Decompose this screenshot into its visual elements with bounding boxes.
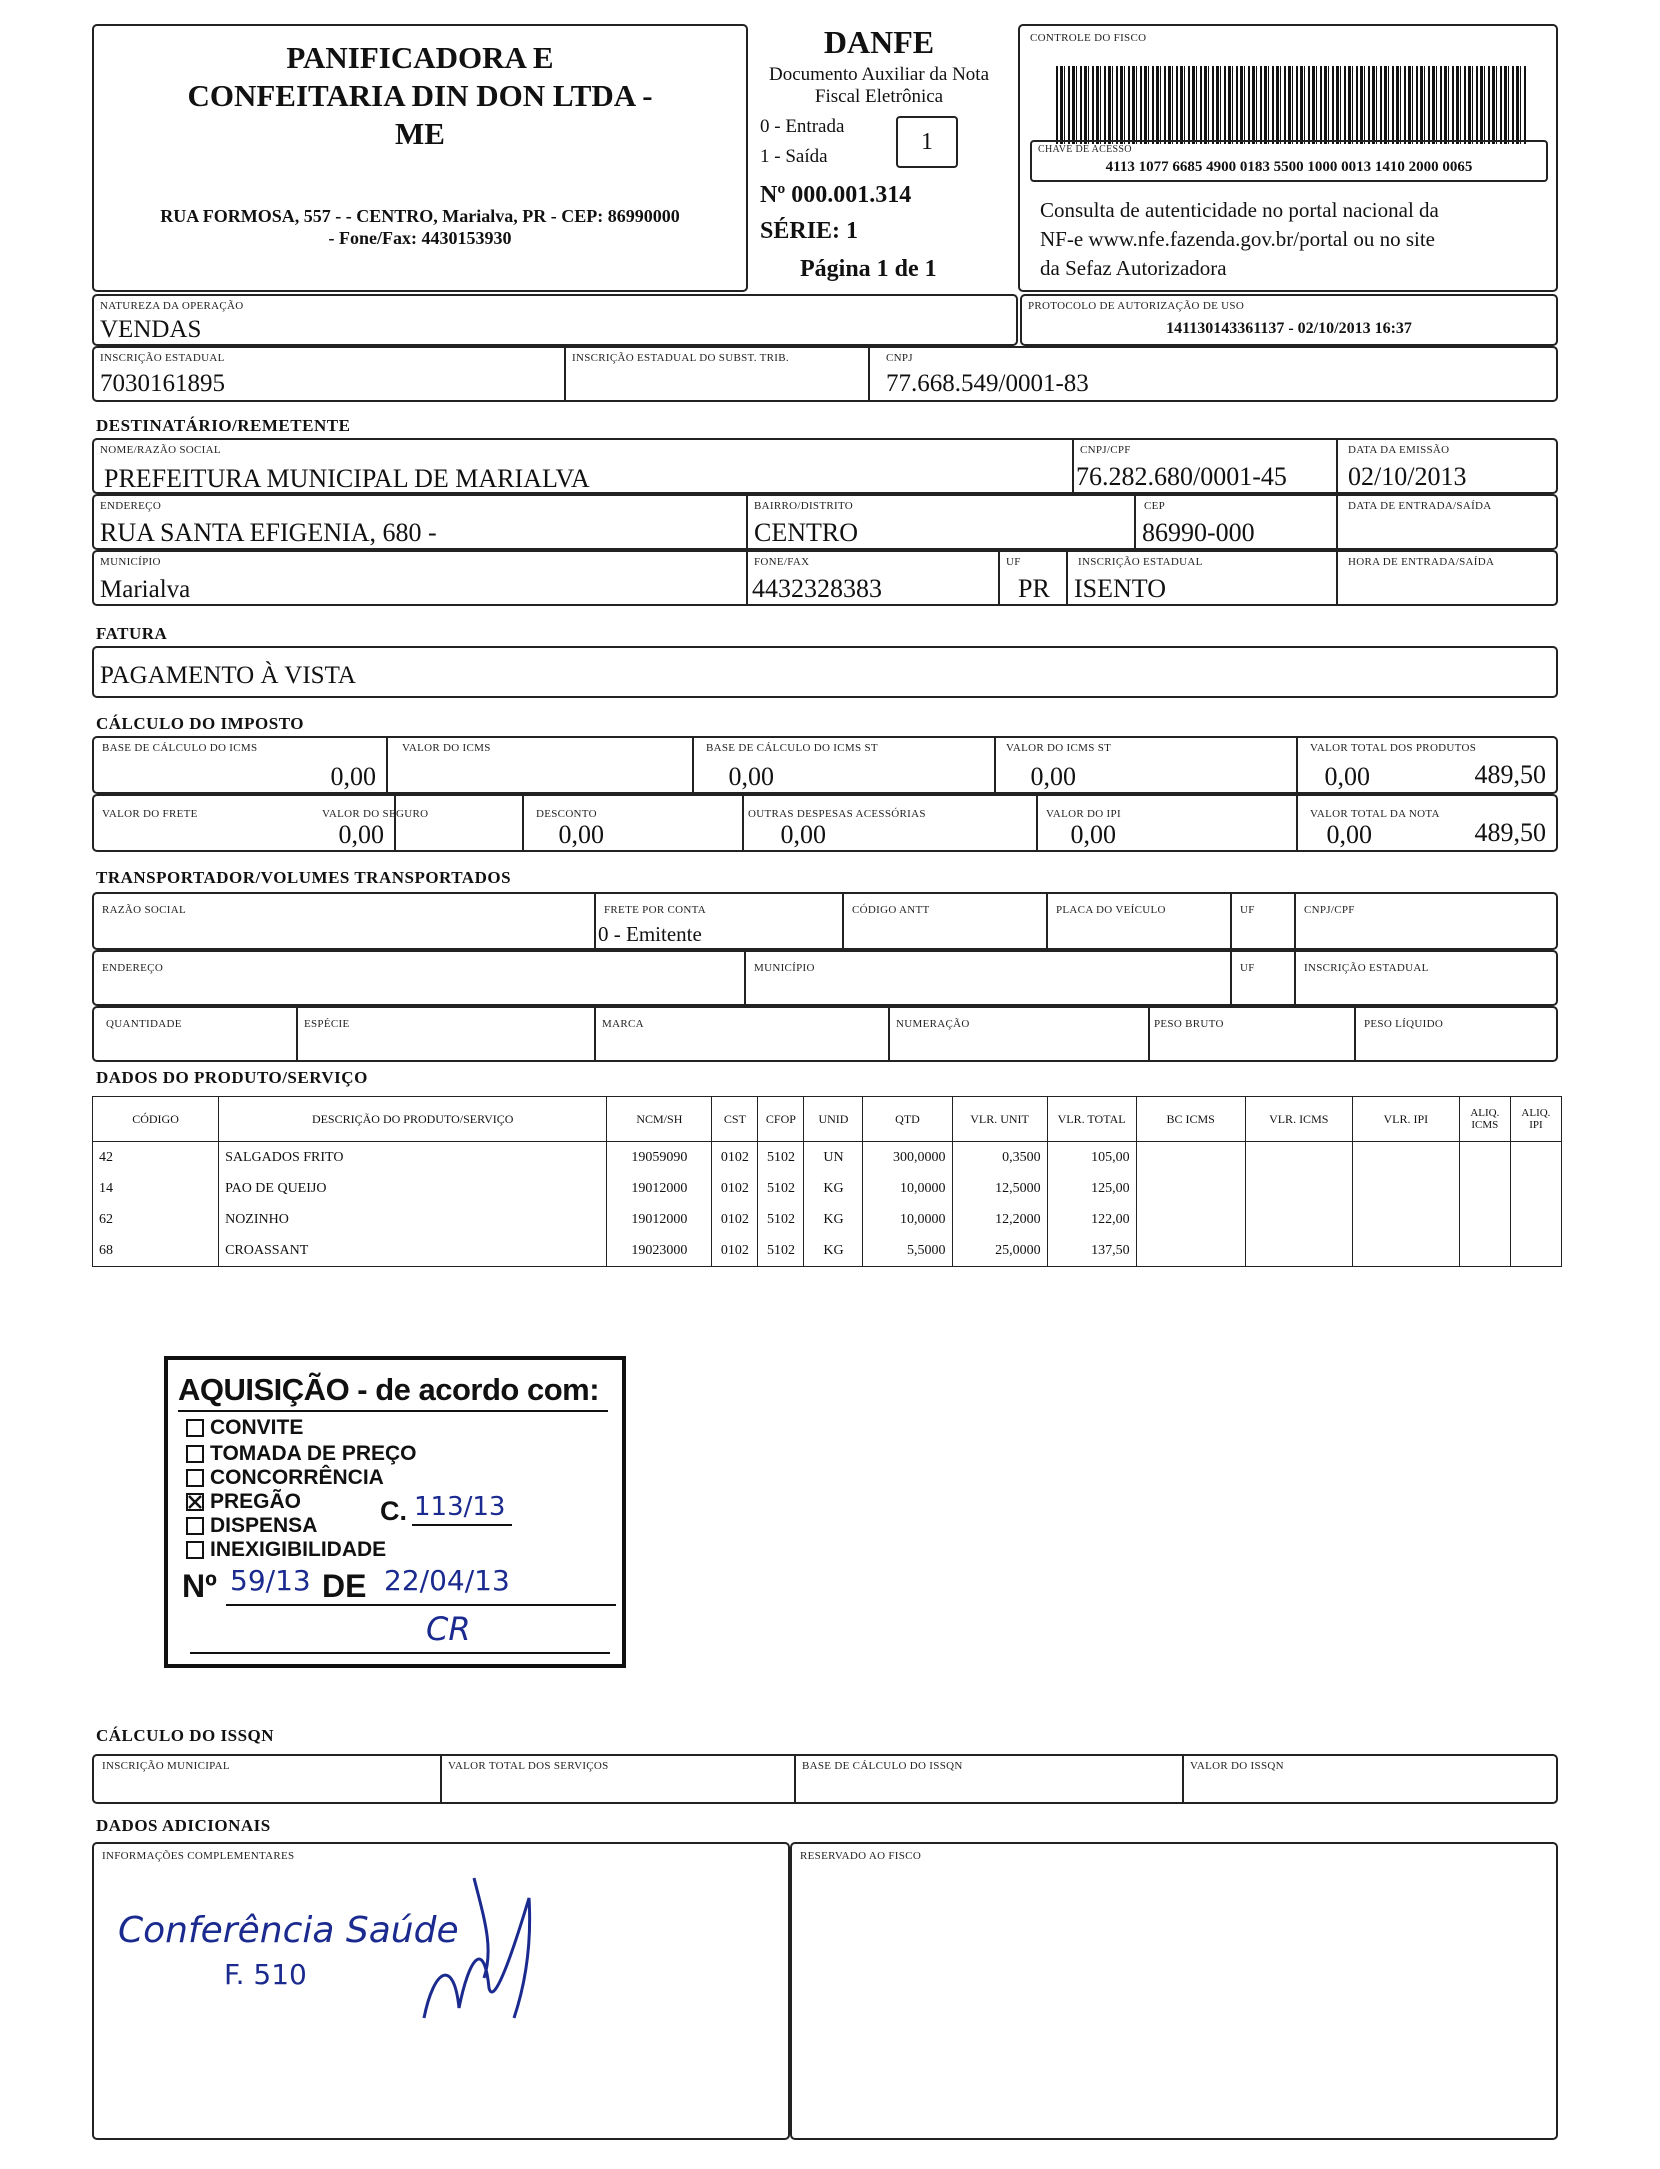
cell-cst: 0102 — [712, 1235, 758, 1267]
danfe-tipo: 1 — [921, 129, 933, 155]
product-table — [92, 1096, 1562, 1267]
stamp-option-inexigibilidade — [186, 1538, 386, 1562]
dest-emissao-label: DATA DA EMISSÃO — [1348, 444, 1450, 456]
checkbox-icon — [186, 1419, 204, 1437]
dest-nome-box — [92, 438, 1558, 494]
divider — [440, 1756, 442, 1802]
consulta-line2: NF-e www.nfe.fazenda.gov.br/portal ou no site — [1040, 227, 1435, 251]
cnpj-emitente-label: CNPJ — [886, 352, 913, 364]
divider — [1046, 894, 1048, 948]
emitente-name-line2: CONFEITARIA DIN DON LTDA - — [187, 78, 653, 113]
cell-ncm: 19023000 — [607, 1235, 712, 1267]
stamp-c-label: C. — [380, 1496, 407, 1526]
imposto-section-title: CÁLCULO DO IMPOSTO — [96, 714, 304, 733]
divider — [998, 552, 1000, 604]
seguro-value: 0,00 — [558, 820, 604, 849]
dest-nome-value: PREFEITURA MUNICIPAL DE MARIALVA — [104, 464, 590, 493]
cell-vlr-ipi — [1352, 1173, 1459, 1204]
transp-quantidade-label: QUANTIDADE — [106, 1018, 182, 1030]
cell-cst: 0102 — [712, 1204, 758, 1235]
cell-codigo: 42 — [93, 1142, 219, 1174]
cell-aliq-icms — [1459, 1142, 1510, 1174]
transp-especie-label: ESPÉCIE — [304, 1018, 350, 1030]
chave-acesso-box — [1030, 140, 1548, 182]
stamp-initials: CR — [426, 1610, 471, 1648]
total-nota-value: 489,50 — [1474, 818, 1546, 847]
col-header: CFOP — [758, 1097, 804, 1142]
dest-endereco-value: RUA SANTA EFIGENIA, 680 - — [100, 518, 437, 547]
cell-cfop: 5102 — [758, 1235, 804, 1267]
transp-razao-label: RAZÃO SOCIAL — [102, 904, 186, 916]
total-nota-label: VALOR TOTAL DA NOTA — [1310, 808, 1440, 820]
transp-peso-bruto-label: PESO BRUTO — [1154, 1018, 1224, 1030]
transp-placa-label: PLACA DO VEÍCULO — [1056, 904, 1166, 916]
divider — [1336, 496, 1338, 548]
divider — [744, 952, 746, 1004]
cell-vlr-unit: 0,3500 — [952, 1142, 1047, 1174]
divider — [888, 1008, 890, 1060]
dest-hora-label: HORA DE ENTRADA/SAÍDA — [1348, 556, 1495, 568]
danfe-block — [748, 24, 1010, 292]
outras-despesas-label: OUTRAS DESPESAS ACESSÓRIAS — [748, 808, 926, 820]
danfe-entrada: 0 - Entrada — [760, 116, 845, 137]
transp-ie-label: INSCRIÇÃO ESTADUAL — [1304, 962, 1429, 974]
valor-icms-label: VALOR DO ICMS — [402, 742, 491, 754]
stamp-option-label: CONVITE — [210, 1416, 304, 1439]
dest-uf-value: PR — [1018, 574, 1050, 603]
issqn-valor-servicos-label: VALOR TOTAL DOS SERVIÇOS — [448, 1760, 609, 1772]
emitente-address-line2: - Fone/Fax: 4430153930 — [328, 228, 512, 248]
danfe-serie: SÉRIE: 1 — [760, 218, 859, 244]
divider — [1354, 1008, 1356, 1060]
dest-endereco-box — [92, 494, 1558, 550]
divider — [868, 348, 870, 400]
cell-cfop: 5102 — [758, 1142, 804, 1174]
danfe-tipo-box — [896, 116, 958, 168]
info-complementares-label: INFORMAÇÕES COMPLEMENTARES — [102, 1850, 295, 1862]
col-header: UNID — [804, 1097, 863, 1142]
cell-codigo: 68 — [93, 1235, 219, 1267]
cell-ncm: 19012000 — [607, 1173, 712, 1204]
stamp-option-tomada — [186, 1442, 417, 1466]
cell-unid: UN — [804, 1142, 863, 1174]
cell-descricao: CROASSANT — [219, 1235, 607, 1267]
cell-bc-icms — [1136, 1142, 1245, 1174]
cell-qtd: 300,0000 — [863, 1142, 952, 1174]
divider — [746, 496, 748, 548]
danfe-pagina: Página 1 de 1 — [800, 256, 937, 282]
dest-municipio-value: Marialva — [100, 576, 191, 603]
fatura-value: PAGAMENTO À VISTA — [100, 662, 356, 689]
col-header: ALIQ. IPI — [1510, 1097, 1561, 1142]
col-header: DESCRIÇÃO DO PRODUTO/SERVIÇO — [219, 1097, 607, 1142]
cell-unid: KG — [804, 1173, 863, 1204]
stamp-de-label: DE — [322, 1568, 367, 1604]
handwritten-note-1: Conferência Saúde — [118, 1910, 459, 1951]
desconto-label: DESCONTO — [536, 808, 597, 820]
cell-vlr-icms — [1245, 1235, 1352, 1267]
fatura-section-title: FATURA — [96, 624, 168, 643]
ie-value: 7030161895 — [100, 370, 225, 397]
emitente-box — [92, 24, 748, 292]
divider — [1182, 1756, 1184, 1802]
dest-ie-value: ISENTO — [1074, 574, 1166, 603]
dest-nome-label: NOME/RAZÃO SOCIAL — [100, 444, 221, 456]
dest-uf-label: UF — [1006, 556, 1021, 568]
dest-entrada-saida-label: DATA DE ENTRADA/SAÍDA — [1348, 500, 1492, 512]
cell-qtd: 10,0000 — [863, 1173, 952, 1204]
danfe-subtitle-2: Fiscal Eletrônica — [814, 86, 944, 107]
stamp-option-convite — [186, 1416, 303, 1440]
product-table-header — [93, 1097, 1562, 1142]
ipi-label: VALOR DO IPI — [1046, 808, 1121, 820]
divider — [296, 1008, 298, 1060]
cell-bc-icms — [1136, 1235, 1245, 1267]
cell-bc-icms — [1136, 1173, 1245, 1204]
danfe-title: DANFE — [823, 24, 935, 60]
dest-fone-label: FONE/FAX — [754, 556, 810, 568]
table-row — [93, 1142, 1562, 1174]
transp-row3 — [92, 1006, 1558, 1062]
imposto-row2 — [92, 794, 1558, 852]
destinatario-section-title: DESTINATÁRIO/REMETENTE — [96, 416, 351, 435]
divider — [1296, 796, 1298, 850]
issqn-inscricao-label: INSCRIÇÃO MUNICIPAL — [102, 1760, 230, 1772]
col-header: VLR. ICMS — [1245, 1097, 1352, 1142]
divider — [1036, 796, 1038, 850]
stamp-option-label: INEXIGIBILIDADE — [210, 1538, 387, 1561]
stamp-no-underline — [226, 1604, 616, 1606]
divider — [386, 738, 388, 792]
stamp-c-handwritten: 113/13 — [414, 1492, 506, 1522]
protocolo-label: PROTOCOLO DE AUTORIZAÇÃO DE USO — [1028, 300, 1245, 312]
cell-aliq-icms — [1459, 1235, 1510, 1267]
checkbox-icon — [186, 1469, 204, 1487]
transp-peso-liquido-label: PESO LÍQUIDO — [1364, 1018, 1444, 1030]
cell-aliq-ipi — [1510, 1142, 1561, 1174]
cell-vlr-unit: 12,5000 — [952, 1173, 1047, 1204]
imposto-row1 — [92, 736, 1558, 794]
consulta-line1: Consulta de autenticidade no portal nacional da — [1040, 198, 1439, 222]
divider — [1072, 440, 1074, 492]
frete-value: 0,00 — [338, 820, 384, 849]
issqn-box — [92, 1754, 1558, 1804]
dest-cep-value: 86990-000 — [1142, 518, 1255, 547]
transportador-section-title: TRANSPORTADOR/VOLUMES TRANSPORTADOS — [96, 868, 512, 887]
transp-marca-label: MARCA — [602, 1018, 644, 1030]
cell-qtd: 5,5000 — [863, 1235, 952, 1267]
cell-vlr-icms — [1245, 1204, 1352, 1235]
stamp-option-label: PREGÃO — [210, 1490, 302, 1513]
total-produtos-value: 489,50 — [1474, 760, 1546, 789]
dest-emissao-value: 02/10/2013 — [1348, 462, 1467, 491]
col-header: CÓDIGO — [93, 1097, 219, 1142]
stamp-option-dispensa — [186, 1514, 317, 1538]
stamp-option-label: TOMADA DE PREÇO — [210, 1442, 417, 1465]
table-row — [93, 1173, 1562, 1204]
ipi-value: 0,00 — [1326, 820, 1372, 849]
dest-municipio-box — [92, 550, 1558, 606]
issqn-valor-label: VALOR DO ISSQN — [1190, 1760, 1284, 1772]
divider — [794, 1756, 796, 1802]
cell-cfop: 5102 — [758, 1204, 804, 1235]
dest-endereco-label: ENDEREÇO — [100, 500, 162, 512]
transp-frete-label: FRETE POR CONTA — [604, 904, 707, 916]
dest-cep-label: CEP — [1144, 500, 1166, 512]
danfe-subtitle-1: Documento Auxiliar da Nota — [768, 64, 990, 85]
transp-row1 — [92, 892, 1558, 950]
transp-uf-label: UF — [1240, 904, 1255, 916]
transp-antt-label: CÓDIGO ANTT — [852, 904, 930, 916]
chave-acesso-label: CHAVE DE ACESSO — [1038, 144, 1132, 155]
stamp-option-label: CONCORRÊNCIA — [210, 1466, 384, 1489]
checkbox-icon — [186, 1541, 204, 1559]
cell-bc-icms — [1136, 1204, 1245, 1235]
divider — [692, 738, 694, 792]
col-header: CST — [712, 1097, 758, 1142]
divider — [1230, 894, 1232, 948]
dest-bairro-value: CENTRO — [754, 518, 858, 547]
total-produtos-label: VALOR TOTAL DOS PRODUTOS — [1310, 742, 1477, 754]
checkbox-icon — [186, 1445, 204, 1463]
cell-descricao: SALGADOS FRITO — [219, 1142, 607, 1174]
stamp-no-handwritten: 59/13 — [230, 1564, 311, 1597]
divider — [1296, 738, 1298, 792]
cnpj-emitente-value: 77.668.549/0001-83 — [886, 370, 1089, 397]
divider — [1134, 496, 1136, 548]
cell-unid: KG — [804, 1235, 863, 1267]
valor-icms-st-label: VALOR DO ICMS ST — [1006, 742, 1112, 754]
frete-label: VALOR DO FRETE — [102, 808, 198, 820]
cell-cst: 0102 — [712, 1142, 758, 1174]
transp-frete-value: 0 - Emitente — [598, 922, 702, 946]
transp-numeracao-label: NUMERAÇÃO — [896, 1018, 970, 1030]
cell-codigo: 62 — [93, 1204, 219, 1235]
emitente-address-line1: RUA FORMOSA, 557 - - CENTRO, Marialva, PR - CEP: 86990000 — [160, 206, 680, 226]
divider — [842, 894, 844, 948]
natureza-value: VENDAS — [100, 316, 202, 343]
controle-fisco-label: CONTROLE DO FISCO — [1030, 32, 1147, 44]
stamp-title: AQUISIÇÃO - de acordo com: — [178, 1372, 600, 1407]
cell-vlr-icms — [1245, 1173, 1352, 1204]
cell-ncm: 19012000 — [607, 1204, 712, 1235]
natureza-label: NATUREZA DA OPERAÇÃO — [100, 300, 244, 312]
consulta-line3: da Sefaz Autorizadora — [1040, 256, 1227, 280]
adicionais-section-title: DADOS ADICIONAIS — [96, 1816, 271, 1835]
base-icms-st-value: 0,00 — [1030, 762, 1076, 791]
info-complementares-box — [92, 1842, 790, 2140]
col-header: NCM/SH — [607, 1097, 712, 1142]
cell-vlr-total: 122,00 — [1047, 1204, 1136, 1235]
stamp-title-underline — [178, 1410, 608, 1412]
col-header: VLR. UNIT — [952, 1097, 1047, 1142]
base-icms-st-label: BASE DE CÁLCULO DO ICMS ST — [706, 742, 878, 754]
dest-cnpj-value: 76.282.680/0001-45 — [1076, 462, 1287, 491]
divider — [994, 738, 996, 792]
table-row — [93, 1235, 1562, 1267]
cell-aliq-icms — [1459, 1204, 1510, 1235]
natureza-box — [92, 294, 1018, 346]
dest-cnpj-label: CNPJ/CPF — [1080, 444, 1131, 456]
signature-mark — [414, 1858, 594, 2038]
stamp-option-concorrencia — [186, 1466, 384, 1490]
outras-despesas-value: 0,00 — [1070, 820, 1116, 849]
divider — [1336, 440, 1338, 492]
dest-ie-label: INSCRIÇÃO ESTADUAL — [1078, 556, 1203, 568]
cell-vlr-ipi — [1352, 1142, 1459, 1174]
base-icms-label: BASE DE CÁLCULO DO ICMS — [102, 742, 258, 754]
base-icms-value: 0,00 — [330, 762, 376, 791]
col-header: QTD — [863, 1097, 952, 1142]
divider — [564, 348, 566, 400]
cell-vlr-ipi — [1352, 1235, 1459, 1267]
divider — [394, 796, 396, 850]
cell-aliq-ipi — [1510, 1235, 1561, 1267]
cell-vlr-unit: 25,0000 — [952, 1235, 1047, 1267]
cell-unid: KG — [804, 1204, 863, 1235]
cell-aliq-ipi — [1510, 1204, 1561, 1235]
danfe-saida: 1 - Saída — [760, 146, 828, 167]
col-header: ALIQ. ICMS — [1459, 1097, 1510, 1142]
stamp-option-label: DISPENSA — [210, 1514, 318, 1537]
cell-cst: 0102 — [712, 1173, 758, 1204]
divider — [1294, 952, 1296, 1004]
stamp-date-handwritten: 22/04/13 — [384, 1564, 510, 1597]
checkbox-icon — [186, 1517, 204, 1535]
cell-descricao: NOZINHO — [219, 1204, 607, 1235]
cell-vlr-total: 137,50 — [1047, 1235, 1136, 1267]
transp-cnpj-label: CNPJ/CPF — [1304, 904, 1355, 916]
stamp-option-pregao — [186, 1490, 301, 1514]
cell-vlr-total: 125,00 — [1047, 1173, 1136, 1204]
cell-qtd: 10,0000 — [863, 1204, 952, 1235]
divider — [742, 796, 744, 850]
issqn-base-label: BASE DE CÁLCULO DO ISSQN — [802, 1760, 963, 1772]
valor-icms-value: 0,00 — [728, 762, 774, 791]
reservado-fisco-box — [790, 1842, 1558, 2140]
col-header: VLR. IPI — [1352, 1097, 1459, 1142]
inscricao-box — [92, 346, 1558, 402]
reservado-fisco-label: RESERVADO AO FISCO — [800, 1850, 922, 1862]
barcode — [1056, 66, 1528, 144]
table-row — [93, 1204, 1562, 1235]
dest-municipio-label: MUNICÍPIO — [100, 556, 161, 568]
cell-codigo: 14 — [93, 1173, 219, 1204]
ie-st-label: INSCRIÇÃO ESTADUAL DO SUBST. TRIB. — [572, 352, 789, 364]
produtos-section-title: DADOS DO PRODUTO/SERVIÇO — [96, 1068, 368, 1087]
cell-vlr-total: 105,00 — [1047, 1142, 1136, 1174]
cell-descricao: PAO DE QUEIJO — [219, 1173, 607, 1204]
cell-vlr-icms — [1245, 1142, 1352, 1174]
handwritten-note-2: F. 510 — [224, 1958, 307, 1991]
divider — [1336, 552, 1338, 604]
checked-checkbox-icon — [186, 1493, 204, 1511]
cell-vlr-unit: 12,2000 — [952, 1204, 1047, 1235]
seguro-label: VALOR DO SEGURO — [322, 808, 429, 820]
emitente-name-line3: ME — [395, 116, 445, 151]
divider — [1294, 894, 1296, 948]
col-header: VLR. TOTAL — [1047, 1097, 1136, 1142]
acquisition-stamp — [164, 1356, 626, 1668]
protocolo-value: 141130143361137 - 02/10/2013 16:37 — [1166, 320, 1412, 337]
divider — [1148, 1008, 1150, 1060]
col-header: BC ICMS — [1136, 1097, 1245, 1142]
divider — [1066, 552, 1068, 604]
transp-uf2-label: UF — [1240, 962, 1255, 974]
protocolo-box — [1020, 294, 1558, 346]
cell-cfop: 5102 — [758, 1173, 804, 1204]
danfe-numero: Nº 000.001.314 — [760, 182, 912, 208]
transp-row2 — [92, 950, 1558, 1006]
divider — [746, 552, 748, 604]
cell-aliq-icms — [1459, 1173, 1510, 1204]
issqn-section-title: CÁLCULO DO ISSQN — [96, 1726, 275, 1745]
divider — [594, 1008, 596, 1060]
chave-acesso-value: 4113 1077 6685 4900 0183 5500 1000 0013 1410 2000 0065 — [1105, 159, 1473, 175]
dest-bairro-label: BAIRRO/DISTRITO — [754, 500, 854, 512]
desconto-value: 0,00 — [780, 820, 826, 849]
divider — [594, 894, 596, 948]
emitente-name-line1: PANIFICADORA E — [286, 40, 554, 75]
fatura-box — [92, 646, 1558, 698]
ie-label: INSCRIÇÃO ESTADUAL — [100, 352, 225, 364]
stamp-c-underline — [412, 1524, 512, 1526]
transp-endereco-label: ENDEREÇO — [102, 962, 164, 974]
cell-ncm: 19059090 — [607, 1142, 712, 1174]
valor-icms-st-value: 0,00 — [1324, 762, 1370, 791]
stamp-bottom-line — [190, 1652, 610, 1654]
cell-vlr-ipi — [1352, 1204, 1459, 1235]
divider — [1230, 952, 1232, 1004]
cell-aliq-ipi — [1510, 1173, 1561, 1204]
divider — [522, 796, 524, 850]
transp-municipio-label: MUNICÍPIO — [754, 962, 815, 974]
dest-fone-value: 4432328383 — [752, 574, 882, 603]
controle-fisco-box — [1018, 24, 1558, 292]
stamp-no-label: Nº — [182, 1568, 217, 1604]
